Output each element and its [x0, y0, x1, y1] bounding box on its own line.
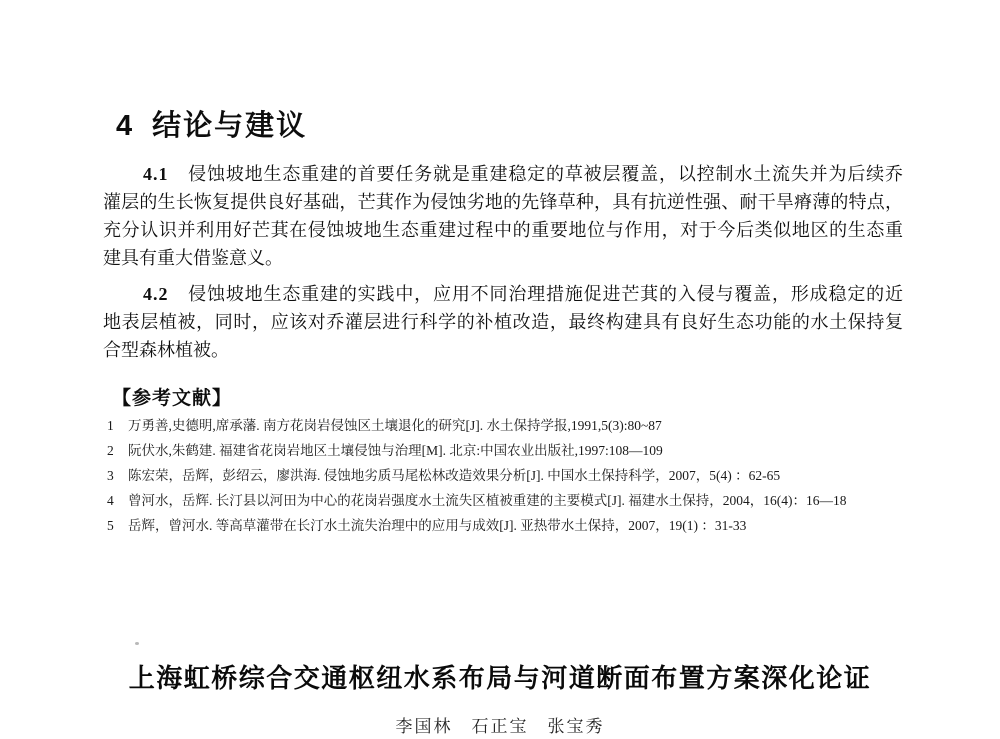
section-heading	[116, 103, 307, 144]
reference-number: 1	[107, 418, 114, 433]
body-line-text: 侵蚀坡地生态重建的首要任务就是重建稳定的草被层覆盖，以控制水土流失并为后续乔	[168, 164, 903, 184]
paragraph-4-1	[103, 160, 903, 272]
reference-text: 万勇善,史德明,席承藩. 南方花岗岩侵蚀区土壤退化的研究[J]. 水土保持学报,1991,5(3):80~87	[128, 418, 662, 433]
body-line: 建具有重大借鉴意义。	[103, 248, 283, 268]
body-line	[103, 280, 903, 308]
body-line: 合型森林植被。	[103, 340, 229, 360]
reference-number: 2	[107, 443, 114, 458]
reference-item	[107, 438, 927, 463]
body-line-text: 侵蚀坡地生态重建的实践中，应用不同治理措施促进芒萁的入侵与覆盖，形成稳定的近	[168, 284, 903, 304]
section-number: 4	[116, 110, 135, 142]
references-list	[107, 413, 927, 538]
section-title: 结论与建议	[152, 110, 308, 142]
paragraph-4-2	[103, 280, 903, 364]
paragraph-number: 4.2	[143, 284, 169, 304]
reference-text: 陈宏荣，岳辉，彭绍云，廖洪海. 侵蚀地劣质马尾松林改造效果分析[J]. 中国水土保持科学，2007，5(4) ：62-65	[128, 468, 781, 483]
reference-item	[107, 463, 927, 488]
reference-text: 曾河水，岳辉. 长汀县以河田为中心的花岗岩强度水土流失区植被重建的主要模式[J]. 福建水土保持，2004，16(4)：16—18	[128, 493, 847, 508]
scan-noise-speck	[135, 642, 139, 645]
reference-item	[107, 513, 927, 538]
body-line	[103, 160, 903, 188]
reference-text: 阮伏水,朱鹤建. 福建省花岗岩地区土壤侵蚀与治理[M]. 北京:中国农业出版社,1997:108—109	[128, 443, 663, 458]
reference-item	[107, 488, 927, 513]
reference-number: 3	[107, 468, 114, 483]
reference-item	[107, 413, 927, 438]
body-line: 灌层的生长恢复提供良好基础，芒萁作为侵蚀劣地的先锋草种，具有抗逆性强、耐干旱瘠薄的特点，	[103, 192, 903, 212]
reference-text: 岳辉，曾河水. 等高草灌带在长汀水土流失治理中的应用与成效[J]. 亚热带水土保持，2007，19(1) ：31-33	[128, 518, 747, 533]
body-line: 充分认识并利用好芒萁在侵蚀坡地生态重建过程中的重要地位与作用，对于今后类似地区的生态重	[103, 220, 903, 240]
reference-number: 4	[107, 493, 114, 508]
reference-number: 5	[107, 518, 114, 533]
next-article-title: 上海虹桥综合交通枢纽水系布局与河道断面布置方案深化论证	[128, 663, 872, 693]
references-heading: 【参考文献】	[112, 388, 233, 409]
body-line: 地表层植被，同时，应该对乔灌层进行科学的补植改造，最终构建具有良好生态功能的水土保持复	[103, 312, 903, 332]
paragraph-number: 4.1	[143, 164, 169, 184]
next-article-authors: 李国林 石正宝 张宝秀	[395, 717, 605, 736]
